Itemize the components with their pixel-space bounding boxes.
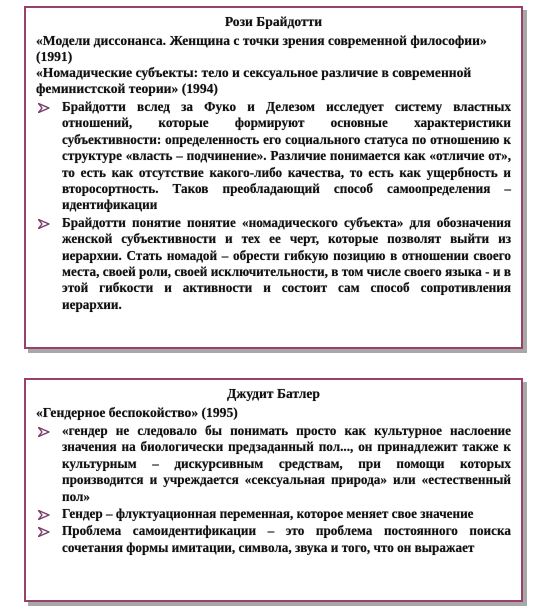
bullet-list xyxy=(36,99,511,313)
list-item xyxy=(36,99,511,214)
arrow-bullet-icon xyxy=(38,527,50,537)
list-item-text: Брайдотти понятие понятие «номадического субъекта» для обозначения женской субъективности и тех ее черт, которые позволят выйти из иерархии. Стать номадой – обрести гибкую позицию в отношении своего места, своей роли, своей исключительности, в том числе своего языка - и в этой гибкости и активности и состоит сам способ сопротивления иерархии. xyxy=(62,214,511,312)
arrow-bullet-icon xyxy=(38,427,50,437)
work-title: «Гендерное беспокойство» (1995) xyxy=(36,405,238,420)
work-title: «Номадические субъекты: тело и сексуальное различие в современной феминистской теории» (1994) xyxy=(36,65,472,96)
work-title: «Модели диссонанса. Женщина с точки зрения современной философии» (1991) xyxy=(36,33,487,64)
list-item xyxy=(36,423,511,505)
list-item-text: «гендер не следовало бы понимать просто как культурное наслоение значения на биологически предзаданный пол..., он принадлежит также к культурным – дискурсивным средствам, при помощи которых производится и учреждается «сексуальная природа» или «естественный пол» xyxy=(62,423,511,504)
author-name: Рози Брайдотти xyxy=(224,14,323,29)
list-item xyxy=(36,506,511,522)
arrow-bullet-icon xyxy=(38,510,50,520)
arrow-bullet-icon xyxy=(38,219,50,229)
author-name: Джудит Батлер xyxy=(227,386,320,401)
bullet-list xyxy=(36,423,511,556)
list-item-text: Проблема самоидентификации – это проблема постоянного поиска сочетания формы имитации, символа, звука и того, что он выражает xyxy=(62,523,511,555)
list-item xyxy=(36,215,511,313)
braidotti-card xyxy=(24,6,523,349)
list-item-text: Брайдотти вслед за Фуко и Делезом исследует систему властных отношений, которые формируют основные характеристики субъективности: определенность его социального статуса по отношению к структуре «власть – подчинение». Различие понимается как «отличие от», то есть как отсутствие какого-либо качества, то есть как ущербность и второсортность. Таков преобладающий способ самоопределения – идентификации xyxy=(62,99,511,213)
list-item-text: Гендер – флуктуационная переменная, которое меняет свое значение xyxy=(62,506,474,522)
list-item xyxy=(36,523,511,556)
arrow-bullet-icon xyxy=(38,103,50,113)
butler-card xyxy=(24,378,523,602)
